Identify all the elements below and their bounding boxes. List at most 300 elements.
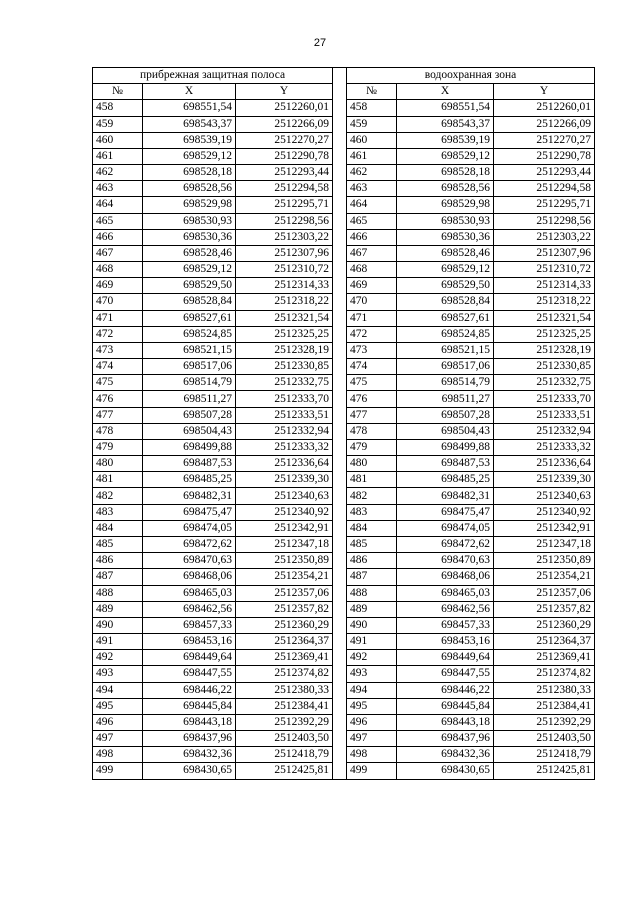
right-x-value: 698524,85 [397, 326, 494, 342]
right-x-value: 698482,31 [397, 488, 494, 504]
right-y-value: 2512347,18 [494, 536, 595, 552]
column-gap [333, 84, 347, 100]
left-point-number: 481 [93, 472, 143, 488]
left-x-value: 698517,06 [143, 359, 236, 375]
right-y-value: 2512332,75 [494, 375, 595, 391]
right-x-value: 698465,03 [397, 585, 494, 601]
left-y-value: 2512336,64 [236, 456, 333, 472]
right-y-value: 2512310,72 [494, 262, 595, 278]
right-x-value: 698527,61 [397, 310, 494, 326]
column-gap [333, 553, 347, 569]
right-y-value: 2512369,41 [494, 650, 595, 666]
left-point-number: 491 [93, 634, 143, 650]
table-row [93, 213, 595, 229]
left-y-value: 2512392,29 [236, 714, 333, 730]
left-point-number: 484 [93, 520, 143, 536]
left-x-value: 698430,65 [143, 763, 236, 779]
right-point-number: 499 [347, 763, 397, 779]
right-point-number: 465 [347, 213, 397, 229]
right-y-value: 2512364,37 [494, 634, 595, 650]
right-x-value: 698514,79 [397, 375, 494, 391]
coordinates-table [92, 67, 595, 780]
right-point-number: 462 [347, 165, 397, 181]
table-row [93, 714, 595, 730]
right-x-value: 698472,62 [397, 536, 494, 552]
right-point-number: 471 [347, 310, 397, 326]
left-x-value: 698437,96 [143, 731, 236, 747]
left-x-value: 698453,16 [143, 634, 236, 650]
left-x-value: 698470,63 [143, 553, 236, 569]
column-gap [333, 342, 347, 358]
left-point-number: 485 [93, 536, 143, 552]
left-header-y: Y [236, 84, 333, 100]
table-row [93, 391, 595, 407]
left-x-value: 698504,43 [143, 423, 236, 439]
left-header-x: X [143, 84, 236, 100]
right-point-number: 482 [347, 488, 397, 504]
left-x-value: 698527,61 [143, 310, 236, 326]
column-gap [333, 472, 347, 488]
left-y-value: 2512347,18 [236, 536, 333, 552]
table-row [93, 423, 595, 439]
table-body [93, 68, 595, 780]
column-gap [333, 601, 347, 617]
right-header-y: Y [494, 84, 595, 100]
right-x-value: 698449,64 [397, 650, 494, 666]
right-x-value: 698445,84 [397, 698, 494, 714]
table-row [93, 407, 595, 423]
right-y-value: 2512354,21 [494, 569, 595, 585]
column-gap [333, 488, 347, 504]
left-y-value: 2512354,21 [236, 569, 333, 585]
right-y-value: 2512293,44 [494, 165, 595, 181]
right-x-value: 698499,88 [397, 439, 494, 455]
right-x-value: 698539,19 [397, 132, 494, 148]
left-point-number: 458 [93, 100, 143, 116]
left-point-number: 488 [93, 585, 143, 601]
table-row [93, 666, 595, 682]
left-y-value: 2512339,30 [236, 472, 333, 488]
left-point-number: 473 [93, 342, 143, 358]
table-row [93, 294, 595, 310]
column-gap [333, 439, 347, 455]
right-point-number: 463 [347, 181, 397, 197]
right-x-value: 698453,16 [397, 634, 494, 650]
left-y-value: 2512425,81 [236, 763, 333, 779]
left-point-number: 467 [93, 245, 143, 261]
right-x-value: 698443,18 [397, 714, 494, 730]
right-y-value: 2512340,92 [494, 504, 595, 520]
right-y-value: 2512357,06 [494, 585, 595, 601]
left-point-number: 499 [93, 763, 143, 779]
right-section-title: водоохранная зона [347, 68, 595, 84]
column-gap [333, 262, 347, 278]
table-row [93, 132, 595, 148]
left-y-value: 2512290,78 [236, 148, 333, 164]
page-number: 27 [313, 37, 327, 49]
right-x-value: 698447,55 [397, 666, 494, 682]
left-point-number: 495 [93, 698, 143, 714]
left-y-value: 2512340,92 [236, 504, 333, 520]
left-x-value: 698514,79 [143, 375, 236, 391]
left-x-value: 698528,18 [143, 165, 236, 181]
right-point-number: 492 [347, 650, 397, 666]
left-y-value: 2512333,51 [236, 407, 333, 423]
right-x-value: 698543,37 [397, 116, 494, 132]
section-title-row [93, 68, 595, 84]
right-header-x: X [397, 84, 494, 100]
right-point-number: 478 [347, 423, 397, 439]
right-x-value: 698504,43 [397, 423, 494, 439]
right-y-value: 2512350,89 [494, 553, 595, 569]
left-x-value: 698475,47 [143, 504, 236, 520]
right-x-value: 698528,18 [397, 165, 494, 181]
left-point-number: 471 [93, 310, 143, 326]
right-header-number: № [347, 84, 397, 100]
right-x-value: 698511,27 [397, 391, 494, 407]
left-header-number: № [93, 84, 143, 100]
table-row [93, 520, 595, 536]
right-point-number: 496 [347, 714, 397, 730]
left-x-value: 698487,53 [143, 456, 236, 472]
left-y-value: 2512325,25 [236, 326, 333, 342]
column-gap [333, 359, 347, 375]
left-point-number: 460 [93, 132, 143, 148]
left-x-value: 698539,19 [143, 132, 236, 148]
right-point-number: 458 [347, 100, 397, 116]
left-y-value: 2512374,82 [236, 666, 333, 682]
table-row [93, 100, 595, 116]
right-y-value: 2512290,78 [494, 148, 595, 164]
table-row [93, 553, 595, 569]
table-row [93, 148, 595, 164]
right-point-number: 460 [347, 132, 397, 148]
left-y-value: 2512307,96 [236, 245, 333, 261]
column-gap [333, 181, 347, 197]
left-y-value: 2512266,09 [236, 116, 333, 132]
column-gap [333, 294, 347, 310]
column-gap [333, 165, 347, 181]
right-y-value: 2512403,50 [494, 731, 595, 747]
left-point-number: 490 [93, 617, 143, 633]
left-y-value: 2512364,37 [236, 634, 333, 650]
left-y-value: 2512333,70 [236, 391, 333, 407]
left-x-value: 698530,93 [143, 213, 236, 229]
right-y-value: 2512339,30 [494, 472, 595, 488]
column-gap [333, 682, 347, 698]
right-x-value: 698485,25 [397, 472, 494, 488]
left-point-number: 476 [93, 391, 143, 407]
left-x-value: 698449,64 [143, 650, 236, 666]
left-point-number: 470 [93, 294, 143, 310]
table-row [93, 504, 595, 520]
table-row [93, 456, 595, 472]
left-x-value: 698443,18 [143, 714, 236, 730]
table-row [93, 488, 595, 504]
table-row [93, 278, 595, 294]
left-point-number: 483 [93, 504, 143, 520]
left-x-value: 698511,27 [143, 391, 236, 407]
right-x-value: 698430,65 [397, 763, 494, 779]
column-gap [333, 213, 347, 229]
right-y-value: 2512332,94 [494, 423, 595, 439]
right-point-number: 459 [347, 116, 397, 132]
table-row [93, 439, 595, 455]
left-x-value: 698472,62 [143, 536, 236, 552]
right-x-value: 698446,22 [397, 682, 494, 698]
left-point-number: 497 [93, 731, 143, 747]
table-row [93, 536, 595, 552]
column-gap [333, 634, 347, 650]
right-point-number: 494 [347, 682, 397, 698]
left-x-value: 698524,85 [143, 326, 236, 342]
left-section-title: прибрежная защитная полоса [93, 68, 333, 84]
right-point-number: 470 [347, 294, 397, 310]
right-y-value: 2512321,54 [494, 310, 595, 326]
left-y-value: 2512369,41 [236, 650, 333, 666]
column-gap [333, 407, 347, 423]
left-x-value: 698521,15 [143, 342, 236, 358]
right-point-number: 487 [347, 569, 397, 585]
left-y-value: 2512418,79 [236, 747, 333, 763]
column-gap [333, 391, 347, 407]
left-y-value: 2512314,33 [236, 278, 333, 294]
column-gap [333, 278, 347, 294]
right-x-value: 698529,50 [397, 278, 494, 294]
right-point-number: 495 [347, 698, 397, 714]
table-row [93, 326, 595, 342]
table-row [93, 569, 595, 585]
right-point-number: 493 [347, 666, 397, 682]
left-x-value: 698529,98 [143, 197, 236, 213]
right-y-value: 2512340,63 [494, 488, 595, 504]
right-y-value: 2512374,82 [494, 666, 595, 682]
left-x-value: 698507,28 [143, 407, 236, 423]
left-x-value: 698468,06 [143, 569, 236, 585]
table-row [93, 698, 595, 714]
left-x-value: 698529,50 [143, 278, 236, 294]
left-x-value: 698499,88 [143, 439, 236, 455]
right-point-number: 497 [347, 731, 397, 747]
left-y-value: 2512298,56 [236, 213, 333, 229]
right-y-value: 2512357,82 [494, 601, 595, 617]
right-x-value: 698507,28 [397, 407, 494, 423]
left-y-value: 2512342,91 [236, 520, 333, 536]
right-y-value: 2512318,22 [494, 294, 595, 310]
left-y-value: 2512310,72 [236, 262, 333, 278]
left-x-value: 698482,31 [143, 488, 236, 504]
left-point-number: 480 [93, 456, 143, 472]
right-point-number: 475 [347, 375, 397, 391]
right-x-value: 698551,54 [397, 100, 494, 116]
column-gap [333, 650, 347, 666]
right-y-value: 2512384,41 [494, 698, 595, 714]
right-point-number: 461 [347, 148, 397, 164]
table-row [93, 262, 595, 278]
right-point-number: 467 [347, 245, 397, 261]
right-x-value: 698528,46 [397, 245, 494, 261]
left-x-value: 698528,56 [143, 181, 236, 197]
right-x-value: 698462,56 [397, 601, 494, 617]
left-y-value: 2512357,82 [236, 601, 333, 617]
column-gap [333, 731, 347, 747]
right-point-number: 476 [347, 391, 397, 407]
column-gap [333, 148, 347, 164]
left-point-number: 468 [93, 262, 143, 278]
right-y-value: 2512303,22 [494, 229, 595, 245]
right-point-number: 498 [347, 747, 397, 763]
table-row [93, 165, 595, 181]
column-gap [333, 456, 347, 472]
right-y-value: 2512295,71 [494, 197, 595, 213]
left-x-value: 698530,36 [143, 229, 236, 245]
left-point-number: 462 [93, 165, 143, 181]
left-y-value: 2512360,29 [236, 617, 333, 633]
column-gap [333, 536, 347, 552]
left-x-value: 698447,55 [143, 666, 236, 682]
left-y-value: 2512380,33 [236, 682, 333, 698]
left-x-value: 698446,22 [143, 682, 236, 698]
left-point-number: 469 [93, 278, 143, 294]
column-gap [333, 245, 347, 261]
left-x-value: 698528,84 [143, 294, 236, 310]
right-point-number: 480 [347, 456, 397, 472]
left-x-value: 698465,03 [143, 585, 236, 601]
right-point-number: 464 [347, 197, 397, 213]
table-row [93, 310, 595, 326]
right-point-number: 468 [347, 262, 397, 278]
right-point-number: 486 [347, 553, 397, 569]
column-gap [333, 197, 347, 213]
left-x-value: 698457,33 [143, 617, 236, 633]
column-gap [333, 375, 347, 391]
left-point-number: 466 [93, 229, 143, 245]
right-y-value: 2512328,19 [494, 342, 595, 358]
left-point-number: 464 [93, 197, 143, 213]
right-y-value: 2512425,81 [494, 763, 595, 779]
right-x-value: 698528,84 [397, 294, 494, 310]
left-point-number: 479 [93, 439, 143, 455]
right-point-number: 488 [347, 585, 397, 601]
left-y-value: 2512333,32 [236, 439, 333, 455]
left-point-number: 496 [93, 714, 143, 730]
right-y-value: 2512270,27 [494, 132, 595, 148]
column-gap [333, 326, 347, 342]
left-point-number: 478 [93, 423, 143, 439]
right-point-number: 484 [347, 520, 397, 536]
column-gap [333, 100, 347, 116]
table-row [93, 342, 595, 358]
table-row [93, 472, 595, 488]
left-y-value: 2512332,94 [236, 423, 333, 439]
left-point-number: 494 [93, 682, 143, 698]
left-x-value: 698485,25 [143, 472, 236, 488]
left-point-number: 465 [93, 213, 143, 229]
column-gap [333, 132, 347, 148]
right-x-value: 698474,05 [397, 520, 494, 536]
right-point-number: 469 [347, 278, 397, 294]
left-y-value: 2512270,27 [236, 132, 333, 148]
right-y-value: 2512380,33 [494, 682, 595, 698]
right-x-value: 698437,96 [397, 731, 494, 747]
right-y-value: 2512298,56 [494, 213, 595, 229]
left-y-value: 2512294,58 [236, 181, 333, 197]
left-y-value: 2512330,85 [236, 359, 333, 375]
right-y-value: 2512392,29 [494, 714, 595, 730]
column-gap [333, 423, 347, 439]
right-y-value: 2512266,09 [494, 116, 595, 132]
column-gap [333, 310, 347, 326]
column-header-row [93, 84, 595, 100]
table-row [93, 585, 595, 601]
left-x-value: 698462,56 [143, 601, 236, 617]
left-y-value: 2512318,22 [236, 294, 333, 310]
left-point-number: 486 [93, 553, 143, 569]
column-gap [333, 666, 347, 682]
right-point-number: 479 [347, 439, 397, 455]
left-x-value: 698432,36 [143, 747, 236, 763]
left-y-value: 2512403,50 [236, 731, 333, 747]
right-y-value: 2512360,29 [494, 617, 595, 633]
right-x-value: 698470,63 [397, 553, 494, 569]
left-point-number: 492 [93, 650, 143, 666]
left-y-value: 2512340,63 [236, 488, 333, 504]
left-y-value: 2512321,54 [236, 310, 333, 326]
column-gap [333, 763, 347, 779]
table-row [93, 375, 595, 391]
right-point-number: 485 [347, 536, 397, 552]
right-x-value: 698475,47 [397, 504, 494, 520]
right-point-number: 481 [347, 472, 397, 488]
left-point-number: 493 [93, 666, 143, 682]
left-y-value: 2512332,75 [236, 375, 333, 391]
left-y-value: 2512357,06 [236, 585, 333, 601]
right-y-value: 2512333,51 [494, 407, 595, 423]
left-y-value: 2512295,71 [236, 197, 333, 213]
left-x-value: 698529,12 [143, 148, 236, 164]
right-point-number: 474 [347, 359, 397, 375]
left-point-number: 482 [93, 488, 143, 504]
column-gap [333, 585, 347, 601]
table-row [93, 197, 595, 213]
right-y-value: 2512336,64 [494, 456, 595, 472]
left-x-value: 698474,05 [143, 520, 236, 536]
column-gap [333, 617, 347, 633]
column-gap [333, 747, 347, 763]
left-x-value: 698551,54 [143, 100, 236, 116]
left-point-number: 459 [93, 116, 143, 132]
table-row [93, 763, 595, 779]
right-y-value: 2512260,01 [494, 100, 595, 116]
right-point-number: 472 [347, 326, 397, 342]
column-gap [333, 714, 347, 730]
table-row [93, 181, 595, 197]
left-x-value: 698445,84 [143, 698, 236, 714]
left-y-value: 2512384,41 [236, 698, 333, 714]
right-point-number: 466 [347, 229, 397, 245]
left-point-number: 461 [93, 148, 143, 164]
table-row [93, 682, 595, 698]
right-point-number: 477 [347, 407, 397, 423]
left-point-number: 477 [93, 407, 143, 423]
right-x-value: 698529,12 [397, 262, 494, 278]
left-y-value: 2512328,19 [236, 342, 333, 358]
right-x-value: 698468,06 [397, 569, 494, 585]
left-point-number: 472 [93, 326, 143, 342]
right-x-value: 698457,33 [397, 617, 494, 633]
right-y-value: 2512314,33 [494, 278, 595, 294]
right-x-value: 698487,53 [397, 456, 494, 472]
